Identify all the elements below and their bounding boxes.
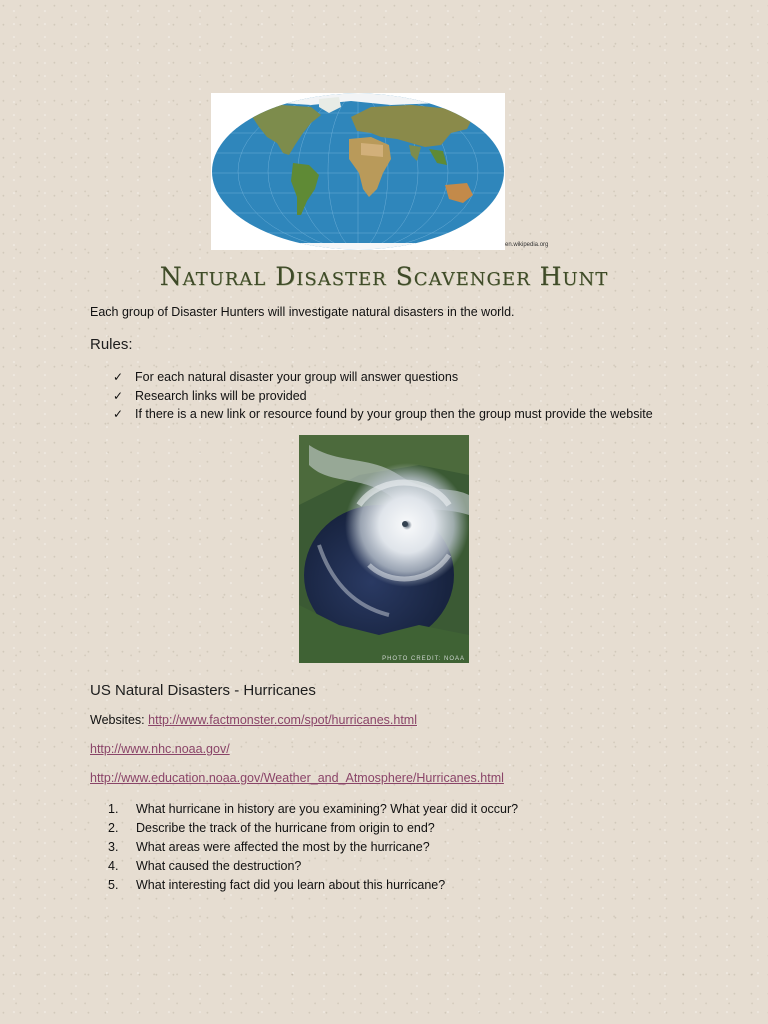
list-item [108, 838, 518, 857]
question-number: 2. [108, 821, 119, 835]
websites-row [90, 713, 417, 727]
map-credit: en.wikipedia.org [505, 242, 549, 248]
question-text: What hurricane in history are you examining? What year did it occur? [136, 802, 519, 816]
question-text: What caused the destruction? [136, 859, 302, 873]
list-item [113, 387, 653, 406]
question-text: Describe the track of the hurricane from origin to end? [136, 821, 435, 835]
question-text: What areas were affected the most by the hurricane? [136, 840, 430, 854]
checkmark-icon: ✓ [113, 388, 124, 403]
list-item [113, 368, 653, 387]
question-number: 5. [108, 878, 119, 892]
rules-heading: Rules: [90, 336, 133, 353]
list-item [108, 857, 518, 876]
checkmark-icon: ✓ [113, 370, 124, 384]
link-education-noaa[interactable]: http://www.education.noaa.gov/Weather_and_Atmosphere/Hurricanes.html [90, 771, 504, 785]
link-row [90, 771, 504, 785]
question-number: 3. [108, 840, 119, 854]
link-factmonster[interactable]: http://www.factmonster.com/spot/hurricanes.html [148, 713, 417, 727]
rule-text: Research links will be provided [135, 388, 307, 403]
link-nhc[interactable]: http://www.nhc.noaa.gov/ [90, 742, 230, 756]
list-item [113, 405, 653, 424]
list-item [108, 876, 518, 895]
link-row [90, 742, 230, 756]
question-number: 4. [108, 859, 119, 873]
checkmark-icon: ✓ [113, 407, 124, 421]
rules-list [113, 368, 653, 424]
questions-list [108, 800, 518, 895]
question-text: What interesting fact did you learn about this hurricane? [136, 878, 446, 892]
question-number: 1. [108, 802, 119, 816]
page-title: Natural Disaster Scavenger Hunt [159, 262, 609, 291]
list-item [108, 800, 518, 819]
world-map-image [211, 93, 505, 250]
list-item [108, 819, 518, 838]
intro-text: Each group of Disaster Hunters will investigate natural disasters in the world. [90, 305, 515, 319]
hurricane-image [299, 435, 469, 663]
rule-text: For each natural disaster your group will answer questions [135, 370, 459, 384]
websites-label: Websites: [90, 713, 145, 727]
hurricane-satellite-icon [299, 435, 469, 663]
world-map-icon [211, 93, 505, 250]
section-heading: US Natural Disasters - Hurricanes [90, 682, 316, 699]
photo-credit: PHOTO CREDIT: NOAA [382, 656, 465, 662]
rule-text: If there is a new link or resource found by your group then the group must provide the website [135, 407, 653, 421]
